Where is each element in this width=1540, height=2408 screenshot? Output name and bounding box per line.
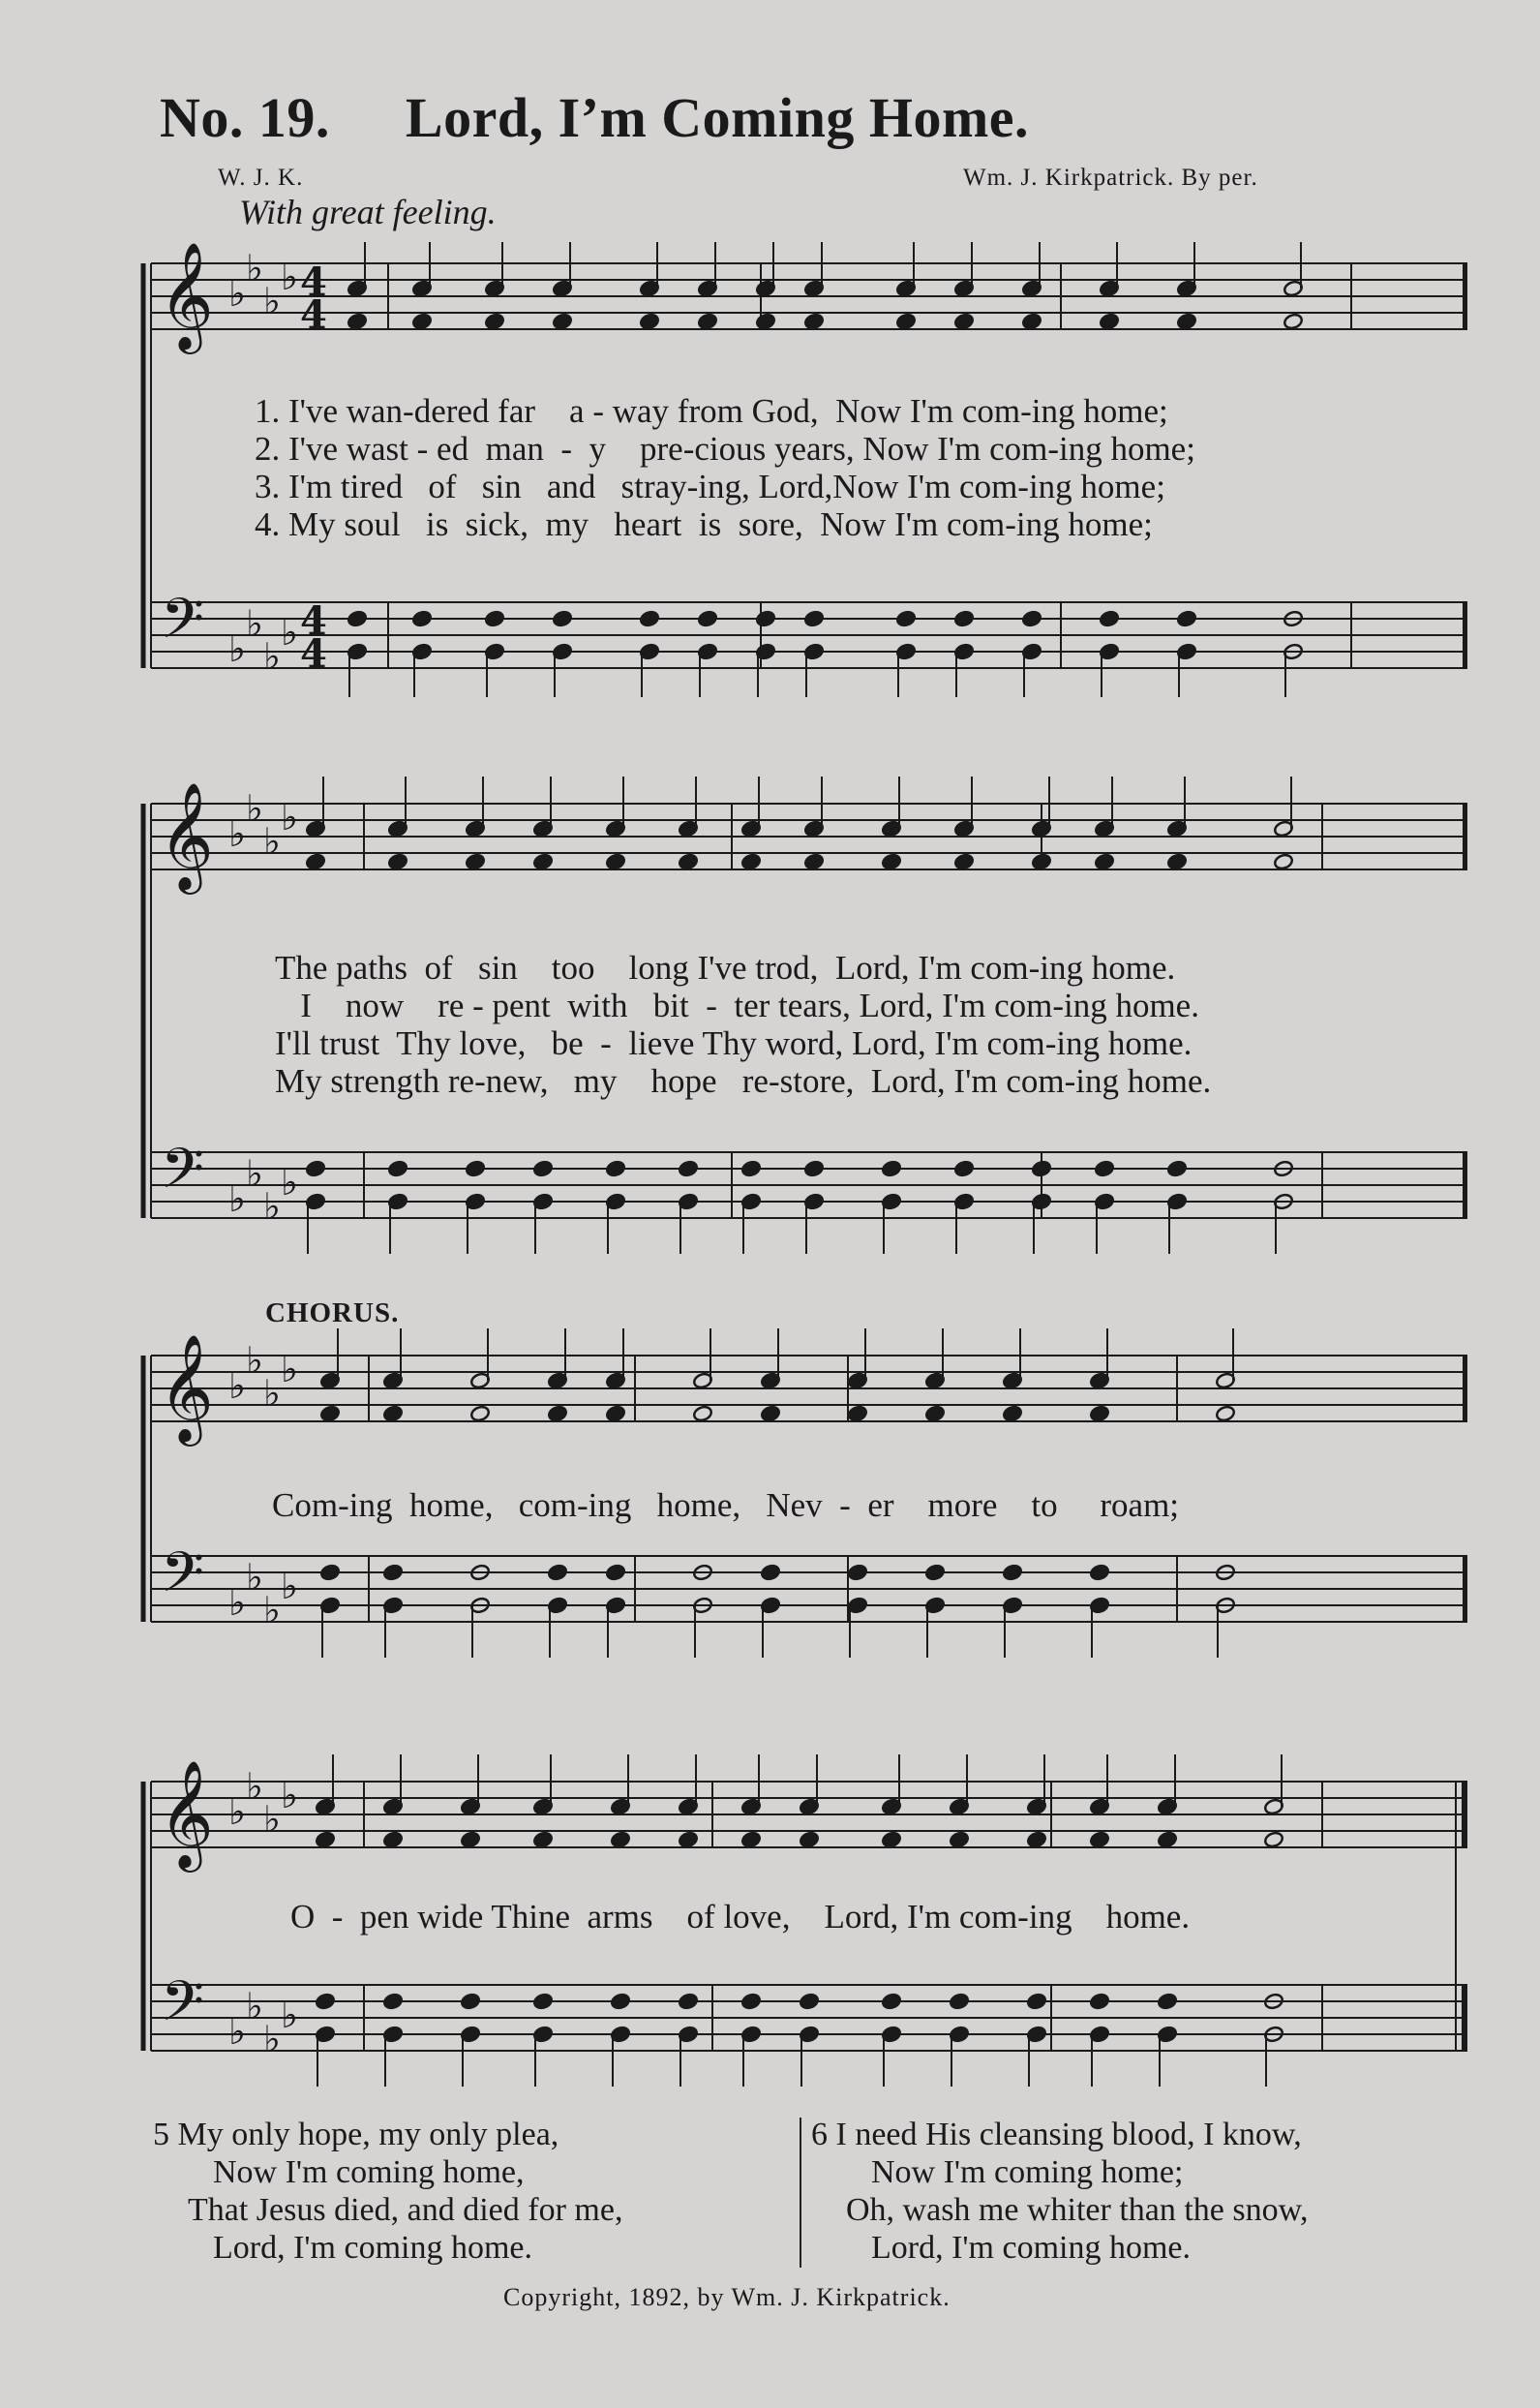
- notehead: [1031, 853, 1051, 870]
- flat-sign: ♭: [263, 1185, 281, 1228]
- notehead: [532, 1831, 553, 1848]
- notehead: [639, 313, 659, 330]
- words-author: W. J. K.: [218, 165, 304, 191]
- final-barline: [1462, 1782, 1467, 1847]
- treble-clef: 𝄞: [159, 781, 214, 890]
- flat-sign: ♭: [263, 2018, 281, 2060]
- notehead: [387, 853, 408, 870]
- notehead: [552, 610, 572, 627]
- chorus-lyrics-1: [272, 1486, 1179, 1524]
- notehead: [949, 1831, 969, 1848]
- tempo-marking: With great feeling.: [239, 193, 497, 231]
- notehead: [924, 1564, 945, 1581]
- lyric-line: 4. My soul is sick, my heart is sore, Now I'm com-ing home;: [255, 505, 1153, 543]
- notehead: [315, 1831, 335, 1848]
- flat-sign: ♭: [281, 1565, 298, 1607]
- end-barline: [1463, 804, 1467, 869]
- notehead: [740, 853, 761, 870]
- notehead: [411, 313, 432, 330]
- notehead: [305, 1160, 325, 1177]
- flat-sign: ♭: [263, 280, 281, 322]
- notehead: [465, 1160, 485, 1177]
- notehead: [1021, 313, 1042, 330]
- notehead: [740, 1160, 761, 1177]
- notehead: [760, 1564, 780, 1581]
- notehead: [1026, 1993, 1046, 2010]
- notehead: [1031, 1160, 1051, 1177]
- end-barline: [1463, 263, 1467, 329]
- flat-sign: ♭: [281, 611, 298, 654]
- verse-lyrics-1: [255, 392, 1195, 543]
- notehead: [881, 1993, 901, 2010]
- lyric-line: Com-ing home, com-ing home, Nev - er more to roam;: [272, 1486, 1180, 1524]
- bass-clef: 𝄢: [161, 586, 205, 665]
- flat-sign: ♭: [246, 247, 263, 290]
- notehead: [347, 610, 367, 627]
- music-author: Wm. J. Kirkpatrick. By per.: [963, 165, 1258, 191]
- flat-sign: ♭: [281, 1774, 298, 1816]
- stanza-line: I need His cleansing blood, I know,: [835, 2117, 1302, 2152]
- notehead: [465, 853, 485, 870]
- flat-sign: ♭: [228, 1581, 246, 1624]
- notehead: [1273, 853, 1293, 870]
- notehead: [1157, 1993, 1177, 2010]
- notehead: [678, 1831, 698, 1848]
- chorus-lyrics-2: [290, 1898, 1190, 1936]
- notehead: [895, 313, 916, 330]
- notehead: [532, 853, 553, 870]
- lyric-line: 1. I've wan-dered far a - way from God, Now I'm com-ing home;: [255, 392, 1168, 430]
- bass-time-signature-lower: 4: [300, 631, 327, 677]
- lyric-line: O - pen wide Thine arms of love, Lord, I'm com-ing home.: [290, 1898, 1191, 1936]
- notehead: [803, 610, 824, 627]
- music-system-4: [132, 1743, 1487, 2130]
- notehead: [799, 1993, 819, 2010]
- end-barline: [1463, 1556, 1467, 1622]
- notehead: [1176, 610, 1196, 627]
- notehead: [847, 1405, 867, 1422]
- treble-time-signature-upper: 4: [300, 259, 327, 305]
- stanza-6-number: 6: [811, 2117, 828, 2152]
- notehead: [760, 1405, 780, 1422]
- notehead: [319, 1564, 340, 1581]
- flat-sign: ♭: [263, 1589, 281, 1631]
- notehead: [953, 853, 974, 870]
- notehead: [953, 313, 974, 330]
- stanza-divider: [800, 2118, 801, 2268]
- notehead: [678, 1993, 698, 2010]
- notehead: [605, 1405, 625, 1422]
- notehead: [1263, 1831, 1283, 1848]
- stanza-line: Lord, I'm coming home.: [180, 2230, 533, 2266]
- flat-sign: ♭: [281, 1994, 298, 2036]
- flat-sign: ♭: [246, 602, 263, 645]
- treble-clef: 𝄞: [159, 242, 214, 350]
- flat-sign: ♭: [246, 1765, 263, 1808]
- notehead: [639, 610, 659, 627]
- verse-lyrics-2: [275, 949, 1211, 1100]
- notehead: [799, 1831, 819, 1848]
- notehead: [382, 1564, 403, 1581]
- notehead: [697, 313, 717, 330]
- notehead: [532, 1160, 553, 1177]
- end-barline: [1463, 1356, 1467, 1421]
- notehead: [803, 313, 824, 330]
- lyric-line: 3. I'm tired of sin and stray-ing, Lord,Now I'm com-ing home;: [255, 468, 1165, 505]
- notehead: [305, 853, 325, 870]
- stanza-5-number: 5: [153, 2117, 169, 2152]
- flat-sign: ♭: [228, 627, 246, 670]
- notehead: [460, 1831, 480, 1848]
- notehead: [382, 1831, 403, 1848]
- flat-sign: ♭: [263, 1798, 281, 1841]
- final-barline: [1462, 1985, 1467, 2051]
- flat-sign: ♭: [281, 796, 298, 838]
- notehead: [803, 1160, 824, 1177]
- flat-sign: ♭: [246, 1556, 263, 1599]
- notehead: [460, 1993, 480, 2010]
- bass-clef: 𝄢: [161, 1968, 205, 2048]
- stanza-line: Oh, wash me whiter than the snow,: [846, 2192, 1309, 2228]
- treble-time-signature-lower: 4: [300, 292, 327, 338]
- notehead: [411, 610, 432, 627]
- notehead: [692, 1405, 712, 1422]
- notehead: [803, 853, 824, 870]
- notehead: [881, 1160, 901, 1177]
- stanza-line: Lord, I'm coming home.: [838, 2230, 1192, 2266]
- hymn-title-row: [160, 85, 1029, 150]
- treble-clef: 𝄞: [159, 1759, 214, 1868]
- notehead: [484, 313, 504, 330]
- notehead: [847, 1564, 867, 1581]
- notehead: [547, 1564, 567, 1581]
- notehead: [605, 1564, 625, 1581]
- notehead: [610, 1831, 630, 1848]
- notehead: [605, 853, 625, 870]
- notehead: [740, 1831, 761, 1848]
- notehead: [953, 1160, 974, 1177]
- lyric-line: I'll trust Thy love, be - lieve Thy word, Lord, I'm com-ing home.: [275, 1024, 1193, 1062]
- lyric-line: I now re - pent with bit - ter tears, Lord, I'm com-ing home.: [275, 987, 1199, 1024]
- flat-sign: ♭: [263, 635, 281, 678]
- flat-sign: ♭: [246, 1339, 263, 1382]
- notehead: [382, 1993, 403, 2010]
- notehead: [1026, 1831, 1046, 1848]
- notehead: [755, 610, 775, 627]
- notehead: [949, 1993, 969, 2010]
- lyric-line: 2. I've wast - ed man - y pre-cious years, Now I'm com-ing home;: [255, 430, 1195, 468]
- end-barline: [1463, 602, 1467, 668]
- flat-sign: ♭: [263, 1372, 281, 1415]
- stanza-line: Now I'm coming home,: [180, 2154, 525, 2190]
- bass-time-signature-upper: 4: [300, 598, 327, 644]
- flat-sign: ♭: [246, 1152, 263, 1195]
- treble-clef: 𝄞: [159, 1333, 214, 1442]
- notehead: [1166, 853, 1187, 870]
- notehead: [1089, 1831, 1109, 1848]
- notehead: [319, 1405, 340, 1422]
- stanza-line: My only hope, my only plea,: [177, 2117, 559, 2152]
- notehead: [755, 313, 775, 330]
- flat-sign: ♭: [228, 2010, 246, 2053]
- flat-sign: ♭: [228, 272, 246, 315]
- hymn-number: No. 19.: [160, 86, 330, 149]
- bass-clef: 𝄢: [161, 1136, 205, 1215]
- chorus-label: CHORUS.: [265, 1297, 400, 1328]
- flat-sign: ♭: [228, 1790, 246, 1833]
- flat-sign: ♭: [228, 1177, 246, 1220]
- notehead: [484, 610, 504, 627]
- notehead: [387, 1160, 408, 1177]
- flat-sign: ♭: [281, 256, 298, 298]
- notehead: [1089, 1405, 1109, 1422]
- lyric-line: The paths of sin too long I've trod, Lord, I'm com-ing home.: [275, 949, 1176, 987]
- notehead: [1089, 1564, 1109, 1581]
- flat-sign: ♭: [228, 812, 246, 855]
- notehead: [1021, 610, 1042, 627]
- stanza-6: [811, 2116, 1308, 2267]
- lyric-line: My strength re-new, my hope re-store, Lord, I'm com-ing home.: [275, 1062, 1212, 1100]
- notehead: [1099, 610, 1119, 627]
- notehead: [953, 610, 974, 627]
- notehead: [697, 610, 717, 627]
- notehead: [740, 1993, 761, 2010]
- flat-sign: ♭: [228, 1364, 246, 1407]
- notehead: [610, 1993, 630, 2010]
- notehead: [1283, 313, 1303, 330]
- notehead: [1002, 1405, 1022, 1422]
- notehead: [678, 853, 698, 870]
- notehead: [552, 313, 572, 330]
- flat-sign: ♭: [263, 820, 281, 863]
- copyright-notice: Copyright, 1892, by Wm. J. Kirkpatrick.: [503, 2283, 951, 2311]
- notehead: [382, 1405, 403, 1422]
- stanza-line: That Jesus died, and died for me,: [188, 2192, 623, 2228]
- flat-sign: ♭: [281, 1161, 298, 1204]
- notehead: [1215, 1405, 1235, 1422]
- notehead: [1094, 853, 1114, 870]
- notehead: [315, 1993, 335, 2010]
- notehead: [605, 1160, 625, 1177]
- notehead: [1166, 1160, 1187, 1177]
- notehead: [1099, 313, 1119, 330]
- flat-sign: ♭: [281, 1348, 298, 1390]
- stanza-5: [153, 2116, 622, 2267]
- notehead: [1002, 1564, 1022, 1581]
- notehead: [678, 1160, 698, 1177]
- flat-sign: ♭: [246, 787, 263, 830]
- notehead: [881, 853, 901, 870]
- stanza-line: Now I'm coming home;: [838, 2154, 1184, 2190]
- notehead: [895, 610, 916, 627]
- notehead: [347, 313, 367, 330]
- notehead: [532, 1993, 553, 2010]
- end-barline: [1463, 1152, 1467, 1218]
- flat-sign: ♭: [246, 1985, 263, 2027]
- notehead: [881, 1831, 901, 1848]
- bass-clef: 𝄢: [161, 1539, 205, 1619]
- notehead: [924, 1405, 945, 1422]
- notehead: [1089, 1993, 1109, 2010]
- notehead: [1157, 1831, 1177, 1848]
- notehead: [547, 1405, 567, 1422]
- notehead: [1094, 1160, 1114, 1177]
- notehead: [469, 1405, 490, 1422]
- hymn-title: Lord, I’m Coming Home.: [405, 86, 1030, 149]
- notehead: [1176, 313, 1196, 330]
